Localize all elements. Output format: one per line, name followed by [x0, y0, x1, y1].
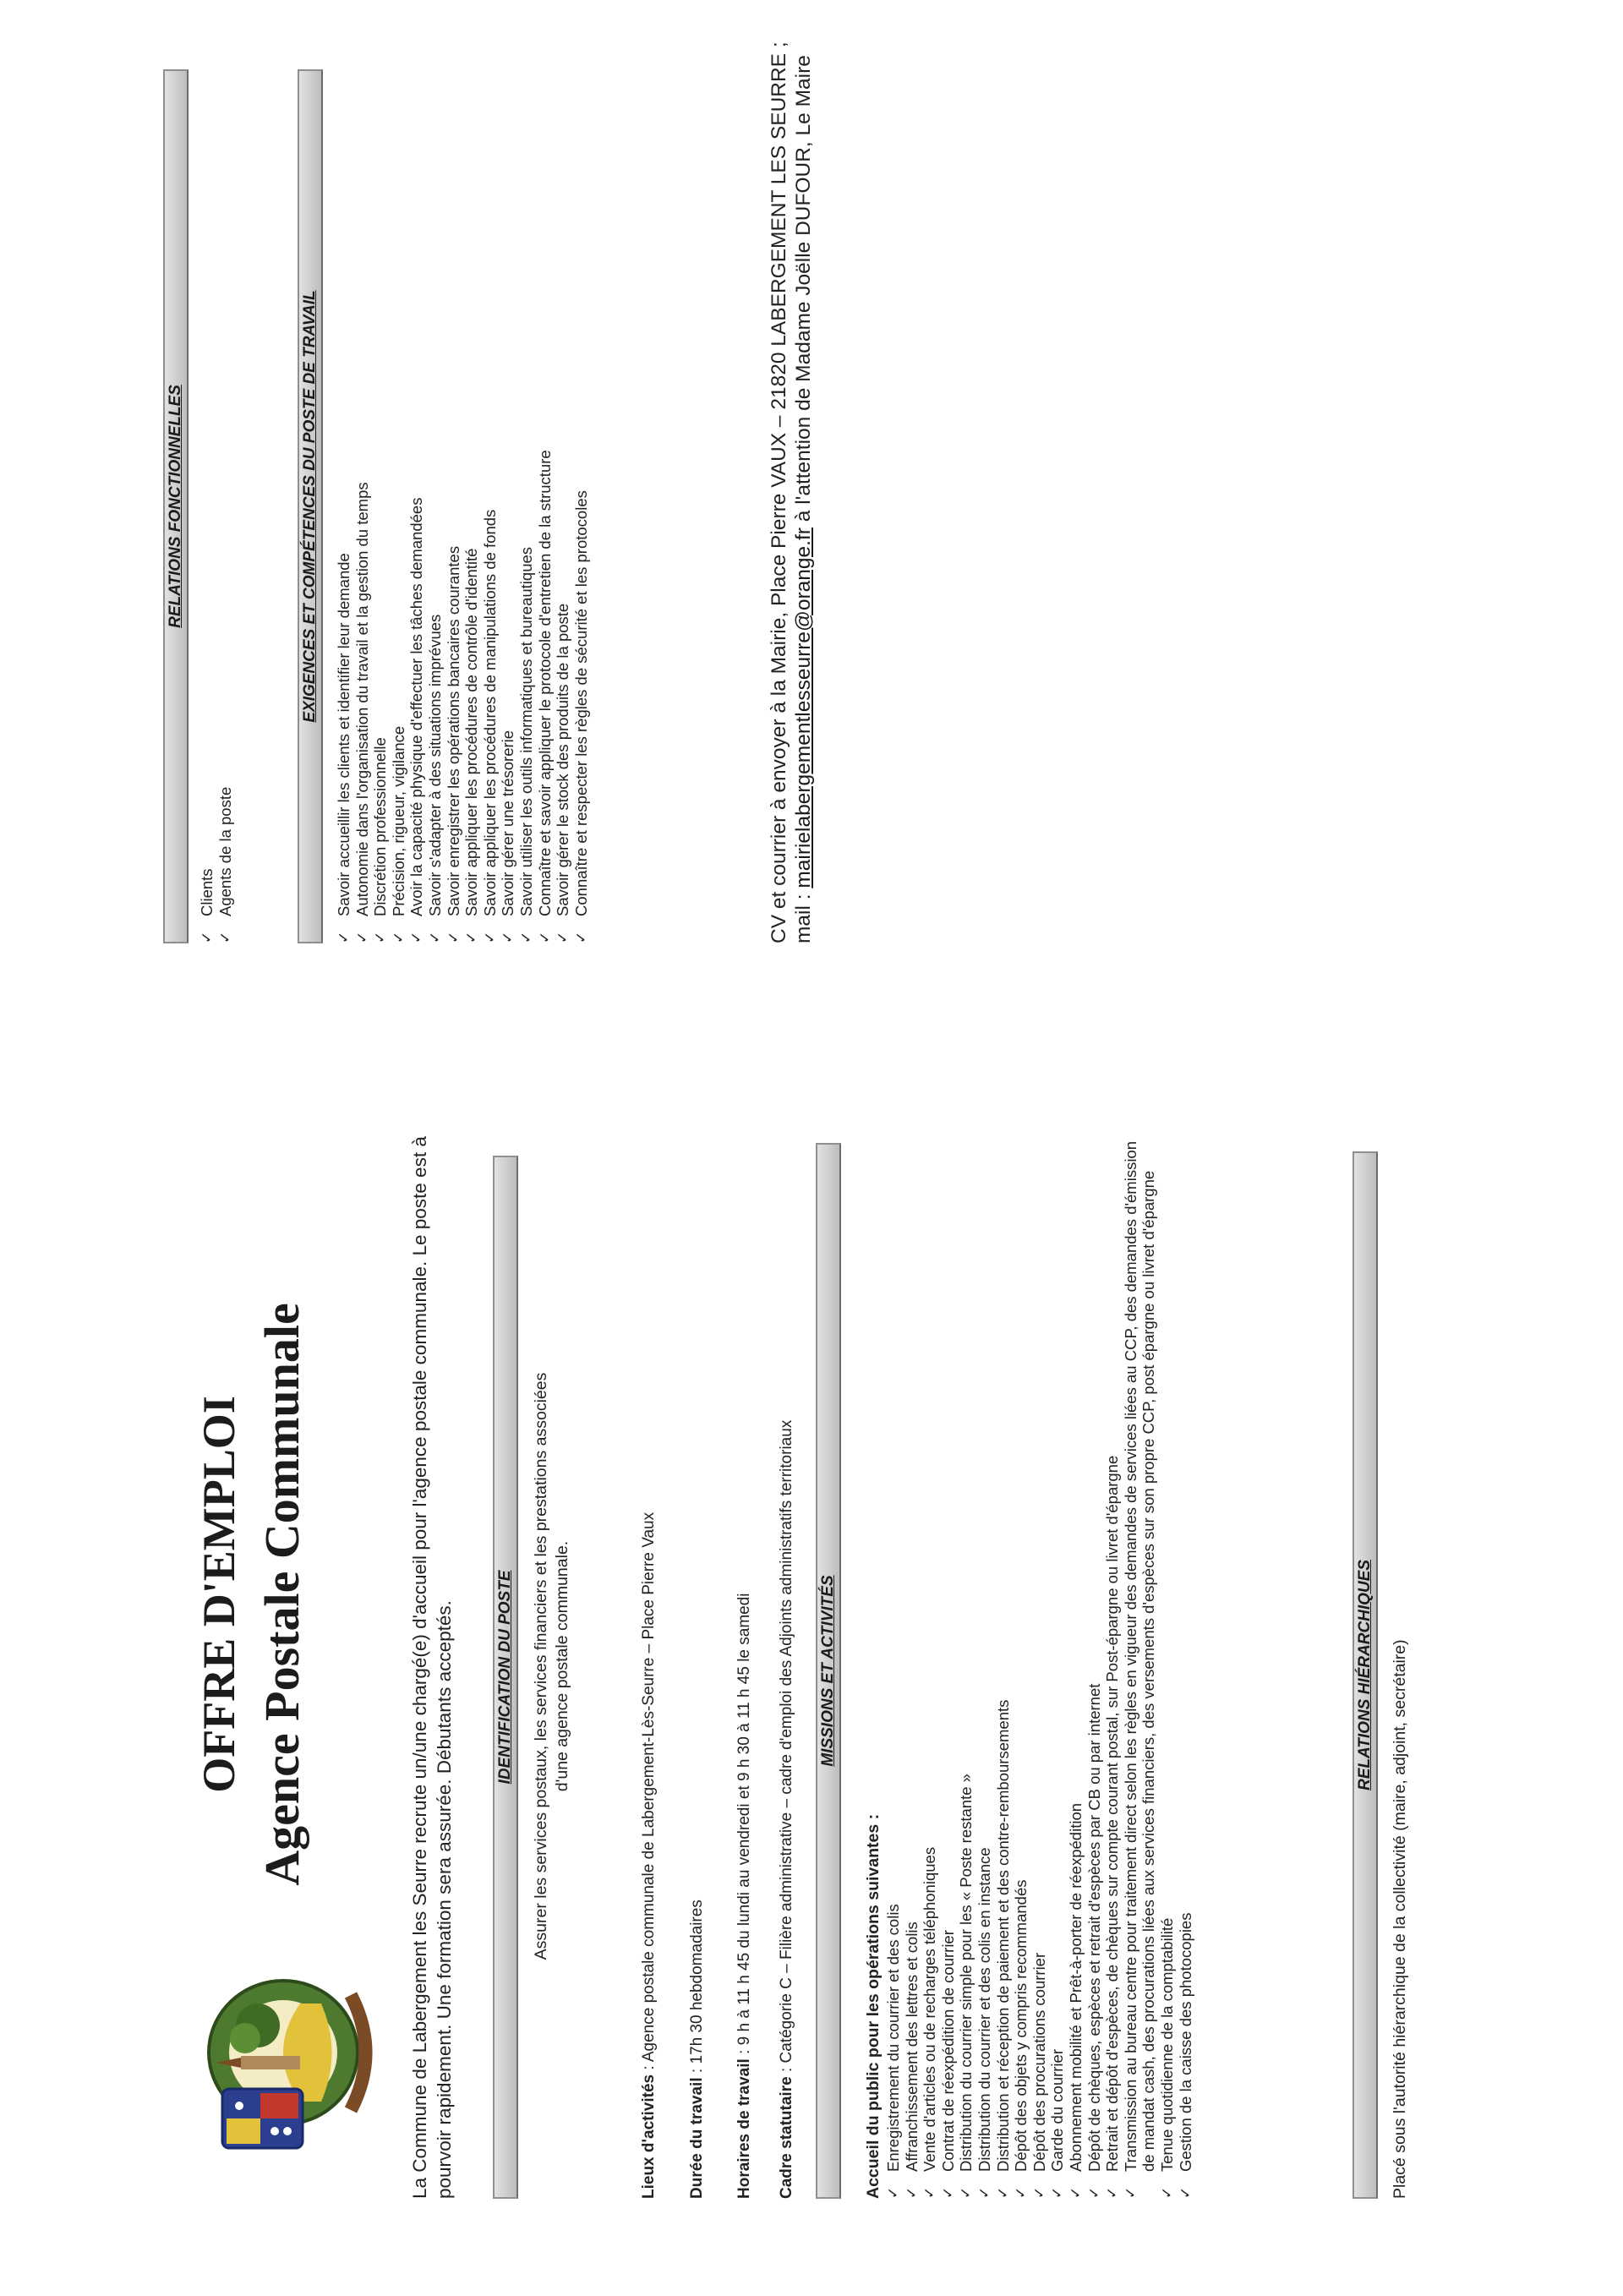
- mission-item-text: Vente d'articles ou de recharges téléphoniques: [921, 1846, 939, 2172]
- mission-item: [975, 1134, 994, 2199]
- functional-relation-item: [198, 183, 216, 943]
- checkmark-icon: ✓: [408, 931, 425, 943]
- workplace-label: Lieux d'activités: [640, 2074, 658, 2199]
- mission-item-text: Distribution et réception de paiement et des contre-remboursements: [993, 1699, 1012, 2172]
- requirement-item-text: Connaître et savoir appliquer le protocole d'entretien de la structure: [535, 450, 554, 916]
- checkmark-icon: ✓: [463, 931, 480, 943]
- mission-item: [921, 1134, 939, 2199]
- requirement-item-text: Autonomie dans l'organisation du travail et la gestion du temps: [352, 482, 371, 916]
- requirement-item: [335, 56, 353, 943]
- checkmark-icon: ✓: [1049, 2186, 1066, 2199]
- requirement-item-text: Connaître et respecter les règles de sécurité et les protocoles: [571, 490, 590, 916]
- requirement-item-text: Savoir gérer le stock des produits de la poste: [554, 603, 572, 916]
- contact-text-after: à l'attention de Madame Joëlle DUFOUR, Le Maire: [792, 55, 815, 528]
- mission-item-text: Distribution du courrier et des colis en instance: [975, 1847, 993, 2172]
- section-heading-requirements: EXIGENCES ET COMPÉTENCES DU POSTE DE TRAVAIL: [298, 69, 323, 943]
- checkmark-icon: ✓: [939, 2186, 956, 2199]
- requirement-item: [426, 56, 445, 943]
- checkmark-icon: ✓: [216, 931, 233, 943]
- mission-item: [957, 1134, 975, 2199]
- mission-item: [1158, 1134, 1177, 2199]
- requirement-item-text: Savoir accueillir les clients et identifier leur demande: [335, 553, 352, 916]
- requirement-item: [462, 56, 481, 943]
- functional-relations-list: [198, 183, 234, 943]
- requirement-item: [371, 56, 390, 943]
- checkmark-icon: ✓: [572, 931, 589, 943]
- checkmark-icon: ✓: [500, 931, 516, 943]
- requirement-item-text: Avoir la capacité physique d'effectuer les tâches demandées: [407, 497, 426, 916]
- section-heading-functional: RELATIONS FONCTIONNELLES: [163, 69, 189, 943]
- checkmark-icon: ✓: [199, 931, 215, 943]
- checkmark-icon: ✓: [426, 931, 443, 943]
- job-description: [531, 1180, 573, 2152]
- status-label: Cadre statutaire: [778, 2076, 795, 2199]
- checkmark-icon: ✓: [555, 931, 571, 943]
- checkmark-icon: ✓: [517, 931, 534, 943]
- requirement-item-text: Savoir s'adapter à des situations imprévues: [425, 614, 444, 916]
- duration-row: [686, 1900, 708, 2199]
- requirement-item: [390, 56, 408, 943]
- mission-item-text: Enregistrement du courrier et des colis: [884, 1904, 902, 2172]
- mission-item: [994, 1134, 1013, 2199]
- checkmark-icon: ✓: [1067, 2186, 1084, 2199]
- requirements-list: [335, 56, 590, 943]
- checkmark-icon: ✓: [372, 931, 389, 943]
- requirement-item-text: Savoir utiliser les outils informatiques et bureautiques: [516, 546, 535, 916]
- mission-item-text: Contrat de réexpédition de courrier: [938, 1930, 957, 2172]
- mission-item: [1177, 1134, 1195, 2199]
- checkmark-icon: ✓: [1158, 2186, 1175, 2199]
- checkmark-icon: ✓: [390, 931, 407, 943]
- workplace-row: [638, 1512, 660, 2199]
- mission-item: [1085, 1134, 1104, 2199]
- checkmark-icon: ✓: [353, 931, 370, 943]
- offer-title: OFFRE D'EMPLOI: [194, 1396, 244, 1793]
- requirement-item-text: Précision, rigueur, vigilance: [389, 725, 407, 916]
- requirement-item: [554, 56, 572, 943]
- mission-item-text: Distribution du courrier simple pour les « Poste restante »: [957, 1774, 975, 2172]
- hierarchy-text: Placé sous l'autorité hiérarchique de la collectivité (maire, adjoint, secrétaire): [1391, 1639, 1409, 2199]
- duration-value: : 17h 30 hebdomadaires: [688, 1900, 706, 2078]
- mission-item: [903, 1134, 921, 2199]
- requirement-item-text: Savoir enregistrer les opérations bancaires courantes: [444, 545, 462, 916]
- mission-item-text: Abonnement mobilité et Prêt-à-porter de réexpédition: [1066, 1802, 1085, 2172]
- requirement-item: [407, 56, 426, 943]
- contact-email-link[interactable]: mairielabergementlesseurre@orange.fr: [792, 528, 815, 888]
- offer-subtitle: Agence Postale Communale: [254, 1303, 309, 1886]
- mission-item-text: Gestion de la caisse des photocopies: [1176, 1912, 1194, 2172]
- requirement-item: [517, 56, 536, 943]
- requirement-item: [536, 56, 555, 943]
- mission-item: [1103, 1134, 1122, 2199]
- checkmark-icon: ✓: [1013, 2186, 1030, 2199]
- section-heading-identification: IDENTIFICATION DU POSTE: [493, 1156, 518, 2199]
- requirement-item-text: Savoir appliquer les procédures de manipulations de fonds: [480, 509, 499, 916]
- requirement-item: [445, 56, 463, 943]
- status-row: [776, 1420, 798, 2199]
- functional-relation-item: [216, 183, 235, 943]
- checkmark-icon: ✓: [975, 2186, 992, 2199]
- mission-item-text: Transmission au bureau centre pour traitement direct selon les règles en vigueur des demandes de services liées au CCP, des demandes d'émission de mandat cash, des procurations liées aux services financiers, des versements d'espèces sur son propre CCP, post épargne ou livret d'épargne: [1121, 1140, 1158, 2172]
- mission-item-text: Dépôt des procurations courrier: [1030, 1952, 1048, 2172]
- mission-item: [1012, 1134, 1030, 2199]
- mission-item-text: Tenue quotidienne de la comptabilité: [1157, 1917, 1176, 2172]
- contact-text-before: CV et courrier à envoyer à la Mairie, Place Pierre VAUX – 21820 LABERGEMENT LES SEURRE ; mail :: [768, 41, 815, 943]
- checkmark-icon: ✓: [921, 2186, 938, 2199]
- duration-label: Durée du travail: [688, 2077, 706, 2199]
- requirement-item: [572, 56, 591, 943]
- mission-item: [1048, 1134, 1067, 2199]
- hours-label: Horaires de travail: [735, 2058, 753, 2199]
- missions-list: [884, 1134, 1194, 2199]
- checkmark-icon: ✓: [445, 931, 462, 943]
- job-description-line-2: d'une agence postale communale.: [553, 1540, 571, 1792]
- functional-relation-item-text: Clients: [198, 868, 216, 916]
- requirement-item-text: Discrétion professionnelle: [371, 737, 390, 916]
- requirement-item: [499, 56, 517, 943]
- mission-item-text: Affranchissement des lettres et colis: [902, 1922, 921, 2172]
- intro-paragraph: La Commune de Labergement les Seurre recrute un/une chargé(e) d'accueil pour l'agence postale communale. Le poste est à pourvoir rapidement. Une formation sera assurée. Débutants acceptés.: [409, 1136, 455, 2199]
- section-heading-hierarchy: RELATIONS HIÉRARCHIQUES: [1352, 1151, 1378, 2199]
- requirement-item: [353, 56, 372, 943]
- job-description-line-1: Assurer les services postaux, les services financiers et les prestations associées: [532, 1372, 550, 1960]
- mission-item: [884, 1134, 903, 2199]
- checkmark-icon: ✓: [994, 2186, 1011, 2199]
- checkmark-icon: ✓: [536, 931, 553, 943]
- status-value: : Catégorie C – Filière administrative – cadre d'emploi des Adjoints administratifs territoriaux: [778, 1419, 795, 2077]
- checkmark-icon: ✓: [885, 2186, 901, 2199]
- functional-relation-item-text: Agents de la poste: [216, 786, 234, 916]
- checkmark-icon: ✓: [1030, 2186, 1047, 2199]
- mission-item: [1030, 1134, 1049, 2199]
- checkmark-icon: ✓: [1085, 2186, 1102, 2199]
- hours-row: [734, 1593, 756, 2199]
- requirement-item-text: Savoir gérer une trésorerie: [499, 730, 517, 916]
- section-heading-missions: MISSIONS ET ACTIVITÉS: [816, 1143, 841, 2199]
- requirement-item-text: Savoir appliquer les procédures de contrôle d'identité: [462, 548, 481, 916]
- mission-item-text: Retrait et dépôt d'espèces, de chèques sur compte courant postal, sur Post-épargne ou livret d'épargne: [1103, 1455, 1122, 2172]
- hours-value: : 9 h à 11 h 45 du lundi au vendredi et 9 h 30 à 11 h 45 le samedi: [735, 1593, 753, 2059]
- mission-item-text: Dépôt des objets y compris recommandés: [1012, 1879, 1030, 2172]
- missions-intro: Accueil du public pour les opérations suivantes :: [864, 1813, 883, 2199]
- checkmark-icon: ✓: [903, 2186, 920, 2199]
- checkmark-icon: ✓: [481, 931, 498, 943]
- checkmark-icon: ✓: [958, 2186, 975, 2199]
- checkmark-icon: ✓: [1122, 2186, 1139, 2199]
- checkmark-icon: ✓: [1177, 2186, 1194, 2199]
- mission-item: [939, 1134, 958, 2199]
- checkmark-icon: ✓: [336, 931, 352, 943]
- checkmark-icon: ✓: [1104, 2186, 1121, 2199]
- mission-item-text: Dépôt de chèques, espèces et retrait d'espèces par CB ou par internet: [1085, 1683, 1103, 2172]
- mission-item-text: Garde du courrier: [1048, 2049, 1067, 2172]
- workplace-value: : Agence postale communale de Labergement-Lès-Seurre – Place Pierre Vaux: [640, 1512, 658, 2075]
- requirement-item: [481, 56, 500, 943]
- contact-paragraph: [767, 26, 816, 943]
- mission-item: [1067, 1134, 1085, 2199]
- mission-item: [1122, 1134, 1158, 2199]
